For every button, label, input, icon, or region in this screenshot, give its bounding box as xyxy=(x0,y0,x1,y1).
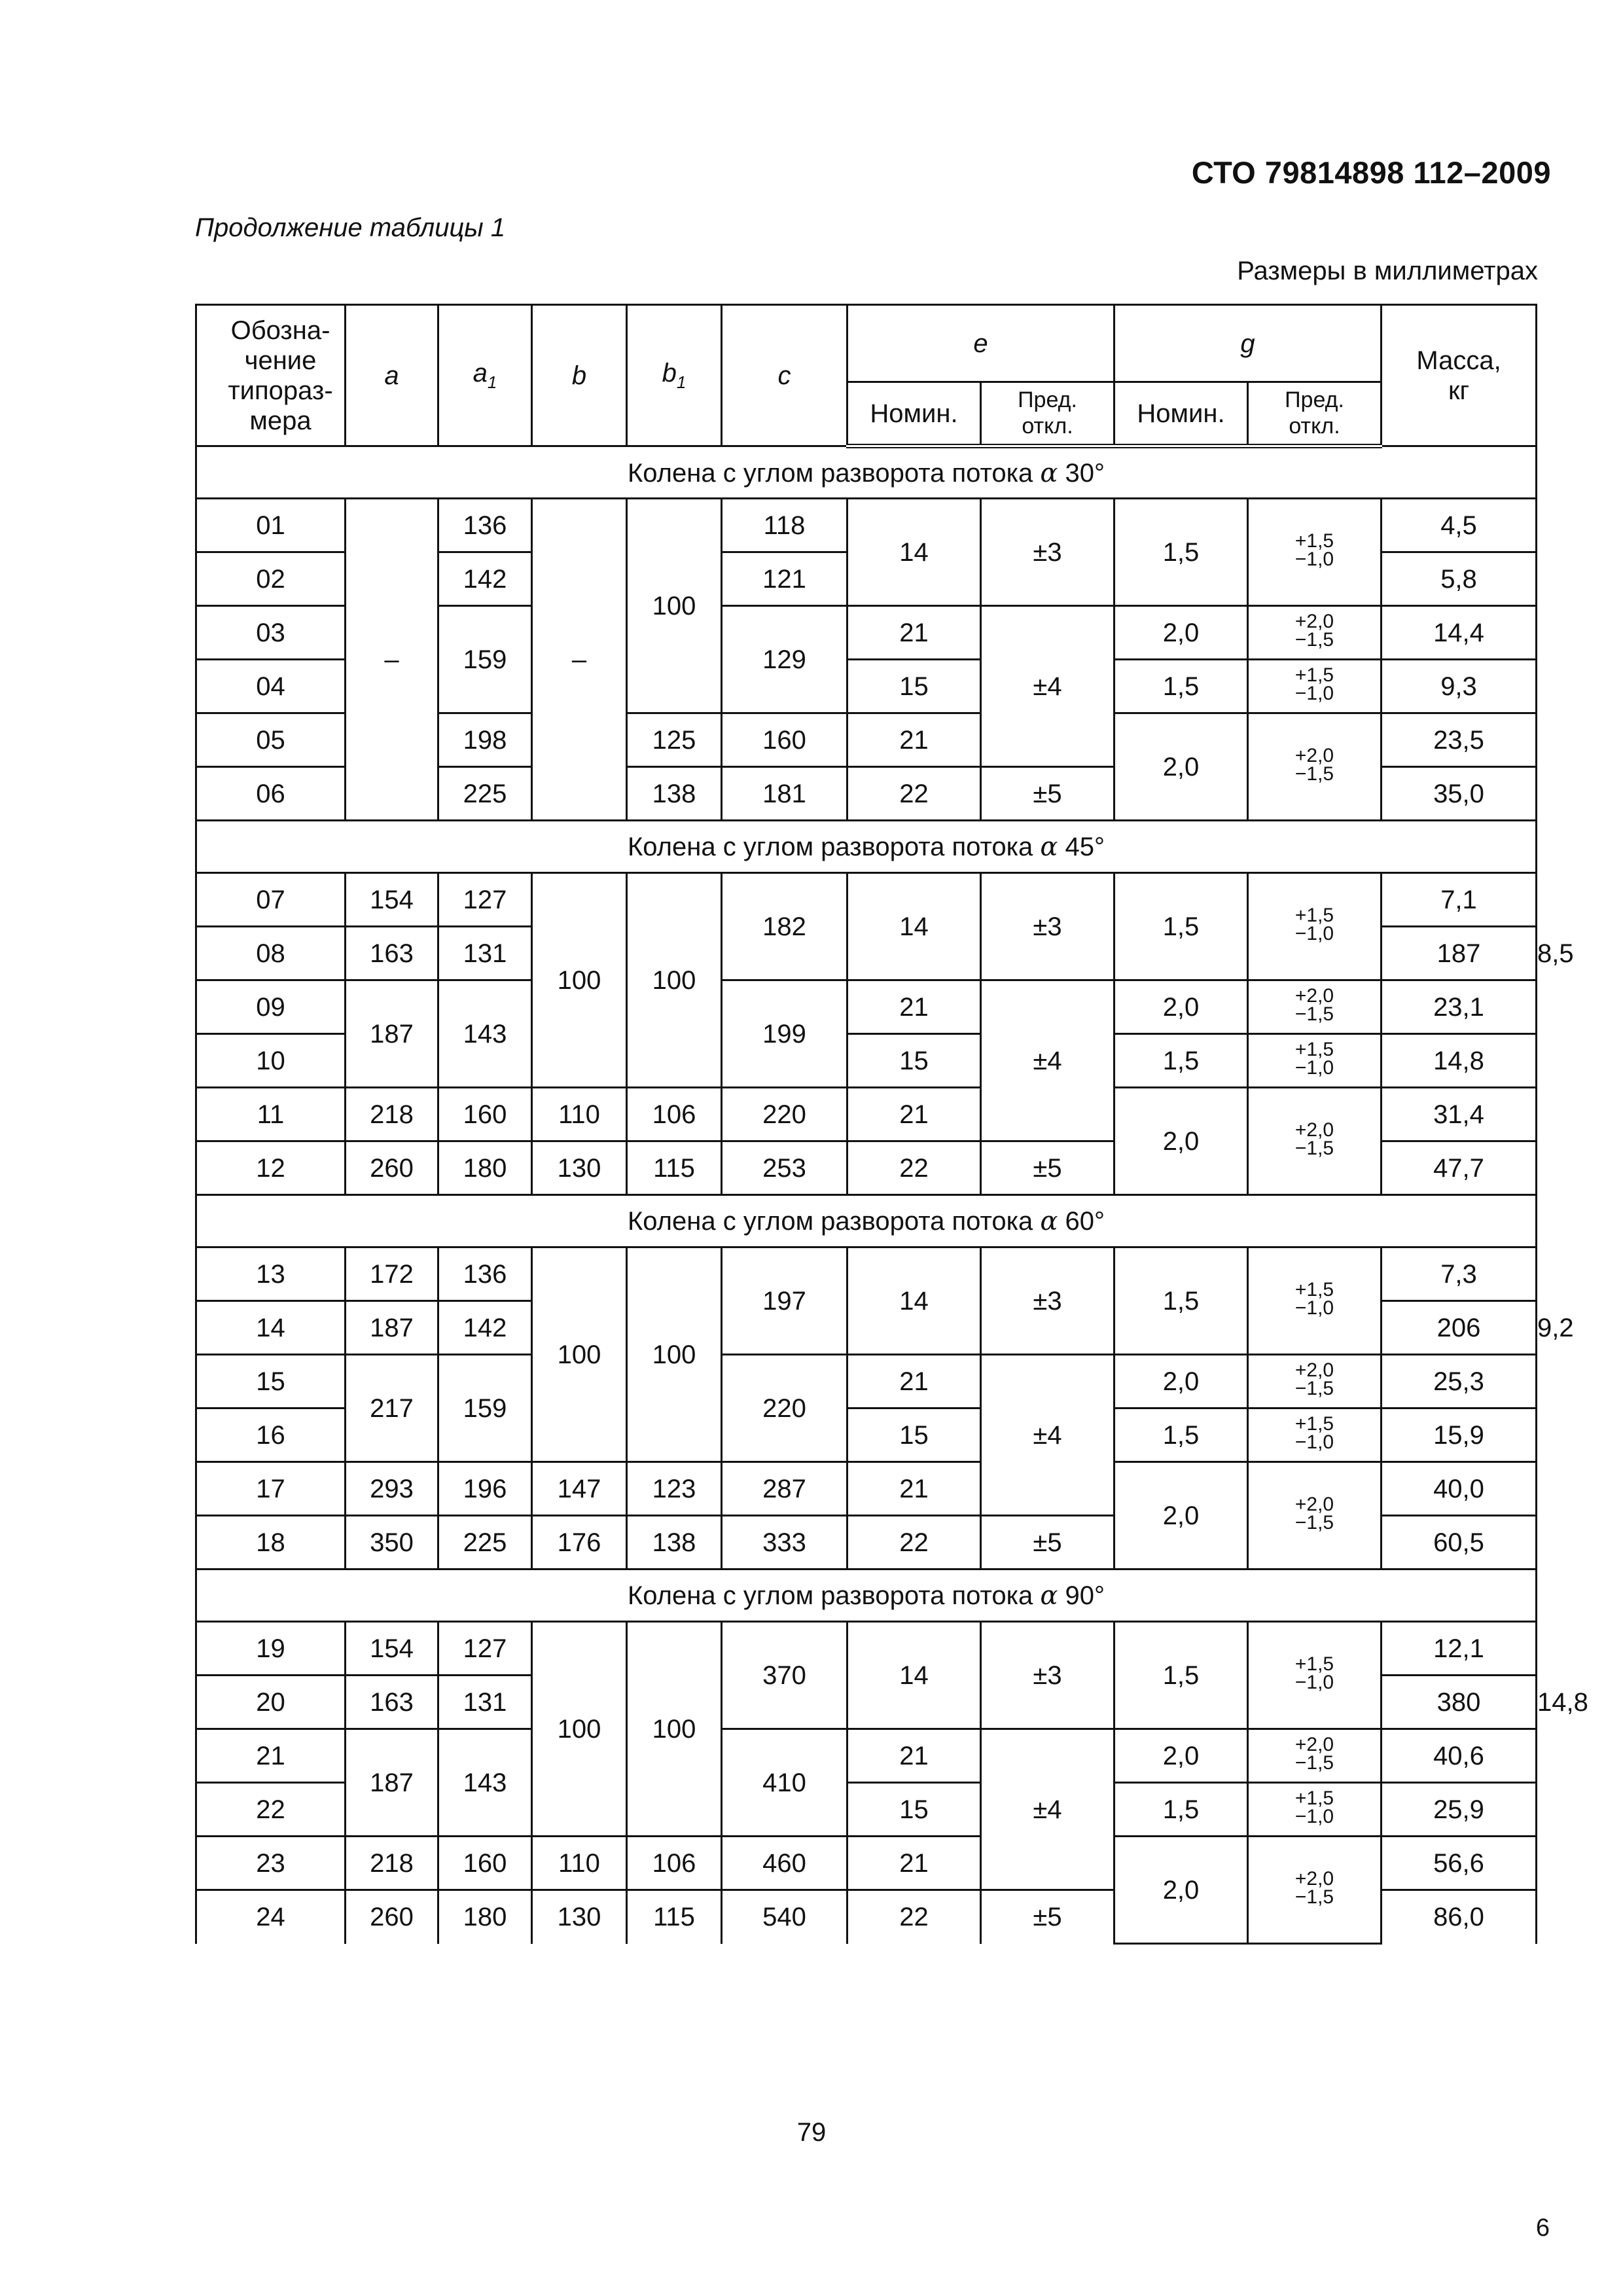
mass-cell: 7,3 xyxy=(1382,1247,1537,1301)
tolerance-plus: +2,0 xyxy=(1294,1119,1334,1141)
id-cell: 06 xyxy=(196,767,346,821)
e-nom-cell: 21 xyxy=(847,713,981,767)
a1-cell: 159 xyxy=(438,606,532,713)
id-cell: 23 xyxy=(196,1837,346,1890)
c-cell: 220 xyxy=(722,1355,847,1462)
id-cell: 03 xyxy=(196,606,346,660)
e-nom-cell: 14 xyxy=(847,1622,981,1729)
a1-cell: 127 xyxy=(438,1622,532,1676)
a1-cell: 127 xyxy=(438,873,532,927)
e-nom-cell: 15 xyxy=(847,1783,981,1837)
g-tolerance-cell xyxy=(1248,1783,1382,1837)
g-nom-cell: 2,0 xyxy=(1115,1729,1248,1783)
c-cell: 160 xyxy=(722,713,847,767)
b-cell: 100 xyxy=(532,1247,627,1462)
table-row xyxy=(196,1729,1537,1783)
e-nom-cell: 21 xyxy=(847,1355,981,1408)
tolerance-plus: +2,0 xyxy=(1294,1733,1334,1755)
b1-cell: 123 xyxy=(627,1462,722,1516)
b-cell: 100 xyxy=(532,873,627,1088)
e-nom-cell: 14 xyxy=(847,499,981,606)
tolerance-minus: −1,5 xyxy=(1294,1003,1334,1026)
header-c: c xyxy=(722,305,847,446)
tolerance-minus: −1,0 xyxy=(1294,923,1334,945)
dimensions-table xyxy=(195,304,1588,1945)
g-nom-cell: 1,5 xyxy=(1115,1247,1248,1355)
section-header-row xyxy=(196,446,1537,499)
tolerance-minus: −1,0 xyxy=(1294,1672,1334,1694)
tolerance-plus: +1,5 xyxy=(1294,904,1334,926)
table-row xyxy=(196,873,1537,927)
g-tolerance-cell xyxy=(1248,1088,1382,1195)
g-nom-cell: 2,0 xyxy=(1115,1088,1248,1195)
mass-cell: 23,1 xyxy=(1382,980,1537,1034)
tolerance-minus: −1,0 xyxy=(1294,548,1334,571)
header-b1-base: b xyxy=(662,359,677,388)
id-cell: 11 xyxy=(196,1088,346,1141)
g-tolerance-cell xyxy=(1248,1622,1382,1729)
mass-cell: 40,6 xyxy=(1382,1729,1537,1783)
e-nom-cell: 22 xyxy=(847,1516,981,1570)
a1-cell: 131 xyxy=(438,927,532,980)
tolerance-minus: −1,5 xyxy=(1294,1138,1334,1160)
mass-cell: 9,3 xyxy=(1382,660,1537,713)
tolerance-minus: −1,0 xyxy=(1294,1297,1334,1319)
header-a: a xyxy=(346,305,438,446)
b1-cell: 138 xyxy=(627,767,722,821)
g-nom-cell: 1,5 xyxy=(1115,1783,1248,1837)
e-nom-cell: 21 xyxy=(847,980,981,1034)
c-cell: 129 xyxy=(722,606,847,713)
a-cell: 163 xyxy=(346,1676,438,1729)
header-e-nominal: Номин. xyxy=(847,382,981,446)
section-title-text: Колена с углом разворота потока xyxy=(628,458,1033,488)
a1-cell: 160 xyxy=(438,1837,532,1890)
header-a1 xyxy=(438,305,532,446)
tolerance-plus: +1,5 xyxy=(1294,664,1334,686)
mass-cell: 12,1 xyxy=(1382,1622,1537,1676)
mass-cell: 14,4 xyxy=(1382,606,1537,660)
tolerance-stack xyxy=(1294,610,1334,651)
header-a1-base: a xyxy=(473,359,488,388)
sheet-number: 6 xyxy=(1535,2214,1550,2242)
section-angle: 60° xyxy=(1065,1206,1105,1236)
mass-cell: 5,8 xyxy=(1382,552,1537,606)
a-cell: 187 xyxy=(346,1301,438,1355)
e-nom-cell: 21 xyxy=(847,1462,981,1516)
table-row: 20 163 131 380 14,8 xyxy=(196,1676,1537,1729)
tolerance-stack xyxy=(1294,1493,1334,1534)
g-nom-cell: 2,0 xyxy=(1115,606,1248,660)
c-cell: 121 xyxy=(722,552,847,606)
a1-cell: 143 xyxy=(438,1729,532,1837)
b1-cell: 100 xyxy=(627,1247,722,1462)
header-b1-sub: 1 xyxy=(676,372,687,393)
id-cell: 20 xyxy=(196,1676,346,1729)
section-title xyxy=(196,446,1537,499)
a-cell: 154 xyxy=(346,1622,438,1676)
id-cell: 21 xyxy=(196,1729,346,1783)
id-cell: 13 xyxy=(196,1247,346,1301)
id-cell: 12 xyxy=(196,1141,346,1195)
tolerance-plus: +2,0 xyxy=(1294,1493,1334,1515)
b1-cell: 138 xyxy=(627,1516,722,1570)
section-header-row xyxy=(196,821,1537,873)
id-cell: 15 xyxy=(196,1355,346,1408)
header-designation: Обозна- чение типораз- мера xyxy=(196,305,346,446)
mass-cell: 15,9 xyxy=(1382,1408,1537,1462)
tolerance-stack xyxy=(1294,1038,1334,1079)
c-cell: 253 xyxy=(722,1141,847,1195)
g-tolerance-cell xyxy=(1248,1729,1382,1783)
tolerance-minus: −1,0 xyxy=(1294,1431,1334,1454)
tolerance-stack xyxy=(1294,1733,1334,1774)
tolerance-minus: −1,5 xyxy=(1294,763,1334,785)
b-cell: 110 xyxy=(532,1088,627,1141)
tolerance-minus: −1,5 xyxy=(1294,1378,1334,1400)
mass-cell: 25,9 xyxy=(1382,1783,1537,1837)
c-cell: 410 xyxy=(722,1729,847,1837)
a-cell: 350 xyxy=(346,1516,438,1570)
e-tol-cell: ±4 xyxy=(981,1355,1115,1516)
c-cell: 460 xyxy=(722,1837,847,1890)
a-cell: 154 xyxy=(346,873,438,927)
id-cell: 01 xyxy=(196,499,346,552)
c-cell: 199 xyxy=(722,980,847,1088)
id-cell: 09 xyxy=(196,980,346,1034)
id-cell: 02 xyxy=(196,552,346,606)
header-e: e xyxy=(847,305,1115,382)
a-cell: 260 xyxy=(346,1141,438,1195)
mass-cell: 56,6 xyxy=(1382,1837,1537,1890)
e-tol-cell: ±4 xyxy=(981,1729,1115,1890)
b1-cell: 106 xyxy=(627,1837,722,1890)
a1-cell: 142 xyxy=(438,1301,532,1355)
g-nom-cell: 2,0 xyxy=(1115,1837,1248,1944)
a1-cell: 143 xyxy=(438,980,532,1088)
header-g-nominal: Номин. xyxy=(1115,382,1248,446)
section-title-text: Колена с углом разворота потока xyxy=(628,832,1033,861)
a-cell: 187 xyxy=(346,980,438,1088)
e-tol-cell: ±3 xyxy=(981,499,1115,606)
page-number: 79 xyxy=(796,2118,827,2147)
e-nom-cell: 21 xyxy=(847,1729,981,1783)
g-nom-cell: 1,5 xyxy=(1115,873,1248,980)
e-tol-cell: ±5 xyxy=(981,1516,1115,1570)
id-cell: 07 xyxy=(196,873,346,927)
alpha-symbol: α xyxy=(1040,1206,1058,1236)
a1-cell: 136 xyxy=(438,1247,532,1301)
a-cell: 217 xyxy=(346,1355,438,1462)
g-tolerance-cell xyxy=(1248,660,1382,713)
document-code: СТО 79814898 112–2009 xyxy=(1191,155,1551,190)
table-row: 08 163 131 187 8,5 xyxy=(196,927,1537,980)
header-a1-sub: 1 xyxy=(487,372,497,393)
c-cell: 118 xyxy=(722,499,847,552)
header-e-tolerance: Пред. откл. xyxy=(981,382,1115,446)
tolerance-plus: +1,5 xyxy=(1294,1412,1334,1435)
a1-cell: 180 xyxy=(438,1890,532,1944)
id-cell: 22 xyxy=(196,1783,346,1837)
e-tol-cell: ±3 xyxy=(981,1247,1115,1355)
a1-cell: 225 xyxy=(438,767,532,821)
e-tol-cell: ±4 xyxy=(981,980,1115,1141)
alpha-symbol: α xyxy=(1040,457,1058,488)
section-title-text: Колена с углом разворота потока xyxy=(628,1206,1033,1236)
id-cell: 08 xyxy=(196,927,346,980)
id-cell: 24 xyxy=(196,1890,346,1944)
c-cell: 333 xyxy=(722,1516,847,1570)
tolerance-stack xyxy=(1295,1361,1334,1399)
a1-cell: 160 xyxy=(438,1088,532,1141)
g-nom-cell: 2,0 xyxy=(1115,1355,1248,1408)
mass-cell: 25,3 xyxy=(1382,1355,1537,1408)
tolerance-stack xyxy=(1294,1412,1334,1454)
header-mass: Масса, кг xyxy=(1382,305,1537,446)
tolerance-plus: +2,0 xyxy=(1294,744,1334,766)
mass-cell: 47,7 xyxy=(1382,1141,1537,1195)
e-nom-cell: 22 xyxy=(847,767,981,821)
a1-cell: 196 xyxy=(438,1462,532,1516)
table-row: 14 187 142 206 9,2 xyxy=(196,1301,1537,1355)
c-cell: 220 xyxy=(722,1088,847,1141)
a-cell: 172 xyxy=(346,1247,438,1301)
g-tolerance-cell xyxy=(1248,873,1382,980)
b-cell: 100 xyxy=(532,1622,627,1837)
b-cell: 110 xyxy=(532,1837,627,1890)
id-cell: 16 xyxy=(196,1408,346,1462)
g-nom-cell: 1,5 xyxy=(1115,499,1248,606)
alpha-symbol: α xyxy=(1040,831,1058,862)
tolerance-stack xyxy=(1294,744,1334,785)
table-row xyxy=(196,1247,1537,1301)
header-g: g xyxy=(1115,305,1382,382)
g-tolerance-cell xyxy=(1248,1837,1382,1944)
mass-cell: 31,4 xyxy=(1382,1088,1537,1141)
g-nom-cell: 1,5 xyxy=(1115,1622,1248,1729)
a1-cell: 136 xyxy=(438,499,532,552)
c-cell: 187 xyxy=(1382,927,1537,980)
id-cell: 18 xyxy=(196,1516,346,1570)
tolerance-stack xyxy=(1295,906,1334,944)
a-cell: – xyxy=(346,499,438,821)
section-title xyxy=(196,821,1537,873)
g-tolerance-cell xyxy=(1248,499,1382,606)
g-tolerance-cell xyxy=(1248,1034,1382,1088)
b-cell: 130 xyxy=(532,1890,627,1944)
tolerance-plus: +2,0 xyxy=(1294,984,1334,1007)
id-cell: 19 xyxy=(196,1622,346,1676)
tolerance-minus: −1,0 xyxy=(1294,1806,1334,1828)
tolerance-stack xyxy=(1294,1867,1334,1909)
c-cell: 182 xyxy=(722,873,847,980)
g-tolerance-cell xyxy=(1248,980,1382,1034)
g-tolerance-cell xyxy=(1248,713,1382,821)
a-cell: 218 xyxy=(346,1088,438,1141)
header-row xyxy=(196,305,1537,382)
section-title xyxy=(196,1570,1537,1622)
e-tol-cell: ±3 xyxy=(981,873,1115,980)
e-nom-cell: 14 xyxy=(847,873,981,980)
a1-cell: 142 xyxy=(438,552,532,606)
tolerance-stack xyxy=(1294,1278,1334,1319)
e-nom-cell: 21 xyxy=(847,1088,981,1141)
a-cell: 260 xyxy=(346,1890,438,1944)
mass-cell: 7,1 xyxy=(1382,873,1537,927)
a-cell: 163 xyxy=(346,927,438,980)
tolerance-stack xyxy=(1295,1121,1334,1158)
e-nom-cell: 15 xyxy=(847,660,981,713)
tolerance-plus: +2,0 xyxy=(1294,610,1334,632)
b1-cell: 106 xyxy=(627,1088,722,1141)
tolerance-plus: +1,5 xyxy=(1294,529,1334,552)
tolerance-stack xyxy=(1294,984,1334,1026)
section-angle: 90° xyxy=(1065,1581,1105,1610)
mass-cell: 60,5 xyxy=(1382,1516,1537,1570)
table-row xyxy=(196,499,1537,552)
e-nom-cell: 21 xyxy=(847,1837,981,1890)
e-nom-cell: 15 xyxy=(847,1034,981,1088)
alpha-symbol: α xyxy=(1040,1580,1058,1611)
tolerance-minus: −1,0 xyxy=(1294,1057,1334,1079)
table-row xyxy=(196,1462,1537,1516)
mass-cell: 4,5 xyxy=(1382,499,1537,552)
b1-cell: 115 xyxy=(627,1890,722,1944)
tolerance-plus: +2,0 xyxy=(1294,1867,1334,1890)
a1-cell: 225 xyxy=(438,1516,532,1570)
g-nom-cell: 1,5 xyxy=(1115,1408,1248,1462)
section-angle: 30° xyxy=(1065,458,1105,488)
c-cell: 206 xyxy=(1382,1301,1537,1355)
a1-cell: 159 xyxy=(438,1355,532,1462)
e-nom-cell: 15 xyxy=(847,1408,981,1462)
header-g-tolerance: Пред. откл. xyxy=(1248,382,1382,446)
tolerance-plus: +1,5 xyxy=(1294,1653,1334,1675)
b1-cell: 100 xyxy=(627,499,722,713)
g-tolerance-cell xyxy=(1248,1247,1382,1355)
table-row xyxy=(196,1088,1537,1141)
section-title-text: Колена с углом разворота потока xyxy=(628,1581,1033,1610)
tolerance-plus: +1,5 xyxy=(1294,1787,1334,1809)
g-tolerance-cell xyxy=(1248,606,1382,660)
table-row xyxy=(196,980,1537,1034)
g-nom-cell: 1,5 xyxy=(1115,660,1248,713)
tolerance-minus: −1,5 xyxy=(1294,1886,1334,1909)
tolerance-plus: +1,5 xyxy=(1294,1038,1334,1060)
id-cell: 04 xyxy=(196,660,346,713)
mass-cell: 86,0 xyxy=(1382,1890,1537,1944)
g-nom-cell: 2,0 xyxy=(1115,1462,1248,1570)
units-note: Размеры в миллиметрах xyxy=(1237,257,1538,285)
section-angle: 45° xyxy=(1065,832,1105,861)
b-cell: 176 xyxy=(532,1516,627,1570)
table-row xyxy=(196,1622,1537,1676)
id-cell: 05 xyxy=(196,713,346,767)
tolerance-minus: −1,5 xyxy=(1294,629,1334,651)
mass-cell: 40,0 xyxy=(1382,1462,1537,1516)
e-tol-cell: ±5 xyxy=(981,767,1115,821)
e-nom-cell: 22 xyxy=(847,1141,981,1195)
c-cell: 181 xyxy=(722,767,847,821)
a-cell: 218 xyxy=(346,1837,438,1890)
table-row xyxy=(196,1837,1537,1890)
c-cell: 370 xyxy=(722,1622,847,1729)
c-cell: 380 xyxy=(1382,1676,1537,1729)
g-nom-cell: 2,0 xyxy=(1115,713,1248,821)
a1-cell: 131 xyxy=(438,1676,532,1729)
b-cell: 130 xyxy=(532,1141,627,1195)
mass-cell: 23,5 xyxy=(1382,713,1537,767)
g-tolerance-cell xyxy=(1248,1462,1382,1570)
b1-cell: 125 xyxy=(627,713,722,767)
id-cell: 14 xyxy=(196,1301,346,1355)
c-cell: 540 xyxy=(722,1890,847,1944)
mass-cell: 35,0 xyxy=(1382,767,1537,821)
e-nom-cell: 22 xyxy=(847,1890,981,1944)
e-tol-cell: ±4 xyxy=(981,606,1115,767)
section-header-row xyxy=(196,1195,1537,1247)
b1-cell: 100 xyxy=(627,873,722,1088)
tolerance-stack xyxy=(1295,666,1334,704)
id-cell: 10 xyxy=(196,1034,346,1088)
mass-cell: 14,8 xyxy=(1382,1034,1537,1088)
a1-cell: 180 xyxy=(438,1141,532,1195)
tolerance-stack xyxy=(1295,1789,1334,1827)
g-tolerance-cell xyxy=(1248,1408,1382,1462)
header-b1 xyxy=(627,305,722,446)
a-cell: 187 xyxy=(346,1729,438,1837)
section-header-row xyxy=(196,1570,1537,1622)
tolerance-plus: +2,0 xyxy=(1294,1359,1334,1381)
c-cell: 287 xyxy=(722,1462,847,1516)
tolerance-plus: +1,5 xyxy=(1294,1278,1334,1300)
e-tol-cell: ±3 xyxy=(981,1622,1115,1729)
b1-cell: 115 xyxy=(627,1141,722,1195)
table-continuation-caption: Продолжение таблицы 1 xyxy=(195,213,506,242)
tolerance-stack xyxy=(1294,529,1334,571)
tolerance-stack xyxy=(1295,1655,1334,1693)
tolerance-minus: −1,5 xyxy=(1294,1752,1334,1774)
e-tol-cell: ±5 xyxy=(981,1890,1115,1944)
id-cell: 17 xyxy=(196,1462,346,1516)
table-row xyxy=(196,1355,1537,1408)
c-cell: 197 xyxy=(722,1247,847,1355)
b-cell: – xyxy=(532,499,627,821)
g-nom-cell: 2,0 xyxy=(1115,980,1248,1034)
a-cell: 293 xyxy=(346,1462,438,1516)
e-nom-cell: 14 xyxy=(847,1247,981,1355)
e-nom-cell: 21 xyxy=(847,606,981,660)
header-b: b xyxy=(532,305,627,446)
section-title xyxy=(196,1195,1537,1247)
b-cell: 147 xyxy=(532,1462,627,1516)
a1-cell: 198 xyxy=(438,713,532,767)
tolerance-minus: −1,5 xyxy=(1294,1512,1334,1534)
tolerance-minus: −1,0 xyxy=(1294,683,1334,705)
b1-cell: 100 xyxy=(627,1622,722,1837)
g-nom-cell: 1,5 xyxy=(1115,1034,1248,1088)
g-tolerance-cell xyxy=(1248,1355,1382,1408)
e-tol-cell: ±5 xyxy=(981,1141,1115,1195)
